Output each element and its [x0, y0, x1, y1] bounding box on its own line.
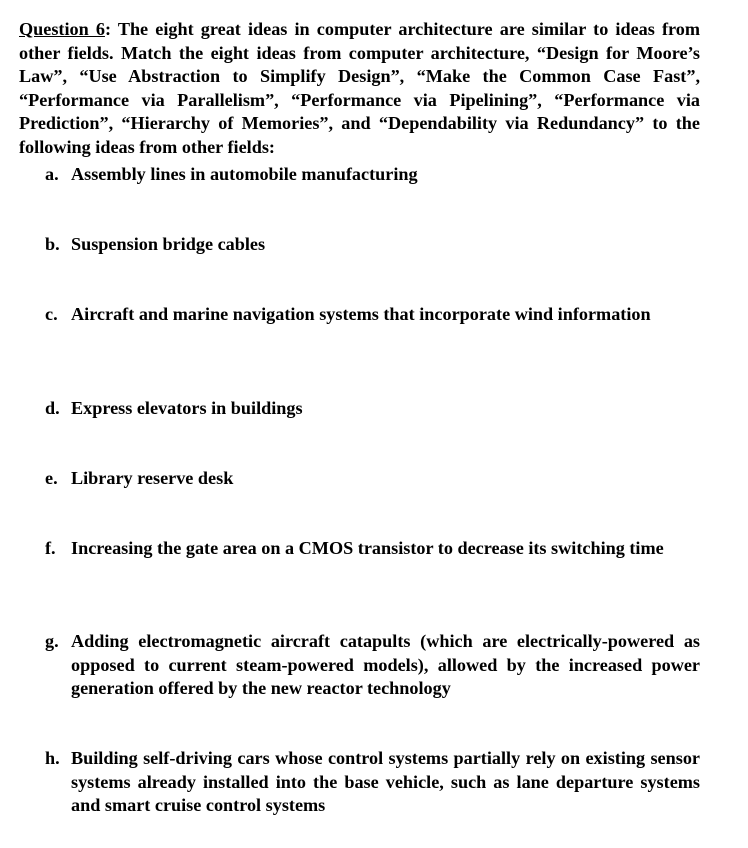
item-text: Express elevators in buildings — [71, 398, 303, 418]
question-colon: : — [104, 19, 112, 39]
item-letter: e. — [45, 468, 58, 488]
item-letter: g. — [45, 631, 59, 651]
item-letter: a. — [45, 164, 59, 184]
item-text: Building self-driving cars whose control systems partially rely on existing sensor systems already installed into the base vehicle, such as lane departure systems and smart cruise control systems — [71, 748, 700, 815]
item-letter: d. — [45, 398, 60, 418]
list-item-a — [45, 163, 700, 187]
item-letter: h. — [45, 748, 60, 768]
list-item-h — [45, 747, 700, 818]
item-text: Aircraft and marine navigation systems that incorporate wind information — [71, 304, 651, 324]
question-label: Question 6 — [19, 19, 105, 39]
item-text: Library reserve desk — [71, 468, 234, 488]
item-text: Assembly lines in automobile manufacturing — [71, 164, 418, 184]
list-item-d — [45, 397, 700, 421]
question-body: The eight great ideas in computer architecture are similar to ideas from other fields. Match the eight ideas from computer architecture, “Design for Moore’s Law”, “Use Abstraction to Simplify Design”, “Make the Common Case Fast”, “Performance via Parallelism”, “Performance via Pipelining”, “Performance via Prediction”, “Hierarchy of Memories”, and “Dependability via Redundancy” to the following ideas from other fields: — [19, 19, 700, 157]
item-text: Adding electromagnetic aircraft catapults (which are electrically-powered as opposed to current steam-powered models), allowed by the increased power generation offered by the new reactor technology — [71, 631, 700, 698]
list-item-f — [45, 537, 700, 561]
list-item-e — [45, 467, 700, 491]
list-item-b — [45, 233, 700, 257]
list-item-c — [45, 303, 700, 327]
item-text: Suspension bridge cables — [71, 234, 266, 254]
item-text: Increasing the gate area on a CMOS transistor to decrease its switching time — [71, 538, 664, 558]
item-letter: c. — [45, 304, 58, 324]
list-item-g — [45, 630, 700, 701]
item-letter: f. — [45, 538, 56, 558]
question-prompt — [19, 18, 700, 159]
item-letter: b. — [45, 234, 60, 254]
